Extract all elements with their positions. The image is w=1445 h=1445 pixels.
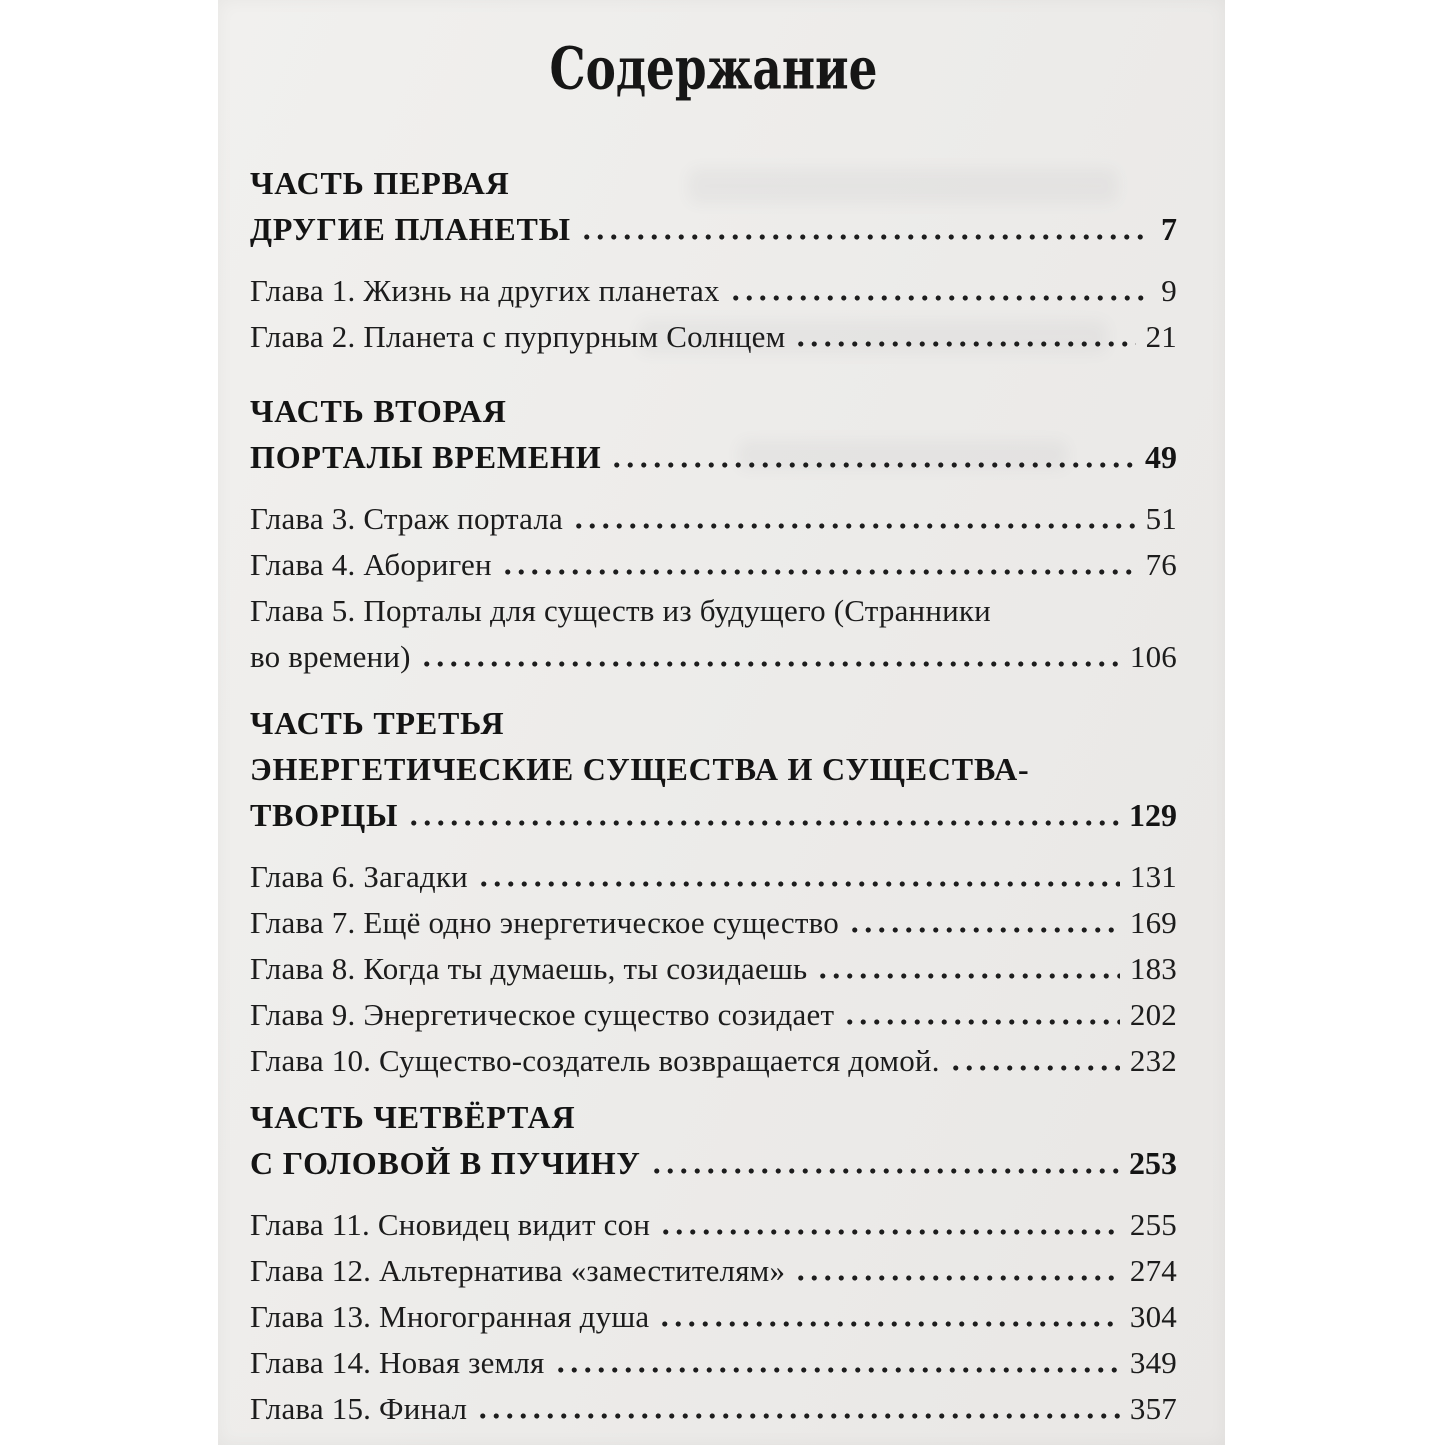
toc-chapter-group: [250, 496, 1177, 680]
toc-entry: [250, 1340, 1177, 1386]
page-number: 169: [1129, 905, 1177, 940]
toc-entry: [250, 1248, 1177, 1294]
dot-leader: [476, 1413, 1120, 1419]
page-number: 76: [1145, 547, 1177, 582]
dot-leader: [843, 1019, 1120, 1025]
chapter-title: Глава 13. Многогранная душа: [250, 1299, 650, 1334]
part-title: ЭНЕРГЕТИЧЕСКИЕ СУЩЕСТВА И СУЩЕСТВА-: [250, 751, 1030, 787]
part-title: ТВОРЦЫ: [250, 797, 399, 833]
page-number: 106: [1129, 639, 1177, 674]
part-title: ЧАСТЬ ЧЕТВЁРТАЯ: [250, 1099, 576, 1135]
toc-entry: [250, 496, 1177, 542]
part-title: ЧАСТЬ ВТОРАЯ: [250, 393, 507, 429]
page-title: Содержание: [549, 33, 878, 103]
page-number: 253: [1129, 1145, 1177, 1181]
dot-leader: [580, 234, 1151, 240]
chapter-title: Глава 1. Жизнь на других планетах: [250, 273, 720, 308]
dot-leader: [420, 661, 1120, 667]
part-title: ПОРТАЛЫ ВРЕМЕНИ: [250, 439, 602, 475]
toc-part-line: [250, 1140, 1177, 1186]
dot-leader: [477, 881, 1120, 887]
chapter-title: Глава 3. Страж портала: [250, 501, 563, 536]
toc-chapter-group: [250, 268, 1177, 360]
book-page: [218, 0, 1225, 1445]
dot-leader: [949, 1065, 1120, 1071]
page-number: 129: [1129, 797, 1177, 833]
page-number: 9: [1161, 273, 1177, 308]
chapter-title: Глава 9. Энергетическое существо созидает: [250, 997, 835, 1032]
page-number: 131: [1129, 859, 1177, 894]
page-number: 349: [1129, 1345, 1177, 1380]
toc-entry: [250, 588, 1177, 634]
chapter-title: Глава 4. Абориген: [250, 547, 492, 582]
toc-chapter-group: [250, 1202, 1177, 1432]
dot-leader: [554, 1367, 1120, 1373]
toc-section-part-2: [250, 388, 1177, 680]
toc-section-part-4: [250, 1094, 1177, 1432]
toc-entry: [250, 314, 1177, 360]
toc-entry: [250, 946, 1177, 992]
dot-leader: [848, 927, 1120, 933]
page-number: 202: [1129, 997, 1177, 1032]
dot-leader: [407, 820, 1119, 826]
chapter-title: Глава 2. Планета с пурпурным Солнцем: [250, 319, 786, 354]
chapter-title: Глава 12. Альтернатива «заместителям»: [250, 1253, 786, 1288]
dot-leader: [610, 462, 1135, 468]
toc-part-line: [250, 746, 1177, 792]
toc-entry: [250, 900, 1177, 946]
page-number: 357: [1129, 1391, 1177, 1426]
toc-part-line: [250, 434, 1177, 480]
toc-part-line: [250, 206, 1177, 252]
dot-leader: [658, 1321, 1120, 1327]
dot-leader: [501, 569, 1136, 575]
toc-entry: [250, 854, 1177, 900]
toc-part-line: [250, 160, 1177, 206]
toc-entry: [250, 1038, 1177, 1084]
chapter-title: Глава 5. Порталы для существ из будущего (Странники: [250, 593, 991, 628]
chapter-title: Глава 14. Новая земля: [250, 1345, 545, 1380]
page-number: 7: [1161, 211, 1177, 247]
dot-leader: [650, 1168, 1119, 1174]
toc-entry: [250, 1202, 1177, 1248]
page-number: 232: [1129, 1043, 1177, 1078]
page-number: 21: [1145, 319, 1177, 354]
toc-entry: [250, 1294, 1177, 1340]
part-title: ЧАСТЬ ТРЕТЬЯ: [250, 705, 505, 741]
page-number: 49: [1145, 439, 1177, 475]
page-number: 304: [1129, 1299, 1177, 1334]
chapter-title: Глава 6. Загадки: [250, 859, 468, 894]
chapter-title: Глава 15. Финал: [250, 1391, 468, 1426]
page-number: 274: [1129, 1253, 1177, 1288]
part-title: ЧАСТЬ ПЕРВАЯ: [250, 165, 510, 201]
toc-entry: [250, 992, 1177, 1038]
toc-section-part-3: [250, 700, 1177, 1084]
dot-leader: [729, 295, 1152, 301]
chapter-title: Глава 10. Существо-создатель возвращается домой.: [250, 1043, 940, 1078]
chapter-title: Глава 11. Сновидец видит сон: [250, 1207, 651, 1242]
part-title: С ГОЛОВОЙ В ПУЧИНУ: [250, 1145, 641, 1181]
toc-section-part-1: [250, 160, 1177, 360]
toc-entry: [250, 1386, 1177, 1432]
chapter-title: Глава 7. Ещё одно энергетическое существо: [250, 905, 839, 940]
dot-leader: [659, 1229, 1120, 1235]
toc-part-line: [250, 388, 1177, 434]
dot-leader: [794, 1275, 1120, 1281]
toc-entry: [250, 542, 1177, 588]
table-of-contents: [218, 0, 1225, 1445]
dot-leader: [572, 523, 1136, 529]
toc-entry: [250, 268, 1177, 314]
page-number: 51: [1145, 501, 1177, 536]
toc-entry-continuation: [250, 634, 1177, 680]
page-number: 255: [1129, 1207, 1177, 1242]
part-title: ДРУГИЕ ПЛАНЕТЫ: [250, 211, 571, 247]
dot-leader: [816, 973, 1120, 979]
chapter-title: Глава 8. Когда ты думаешь, ты созидаешь: [250, 951, 808, 986]
toc-part-line: [250, 792, 1177, 838]
chapter-title-continuation: во времени): [250, 639, 411, 674]
toc-part-line: [250, 700, 1177, 746]
page-number: 183: [1129, 951, 1177, 986]
toc-chapter-group: [250, 854, 1177, 1084]
toc-part-line: [250, 1094, 1177, 1140]
dot-leader: [794, 341, 1135, 347]
